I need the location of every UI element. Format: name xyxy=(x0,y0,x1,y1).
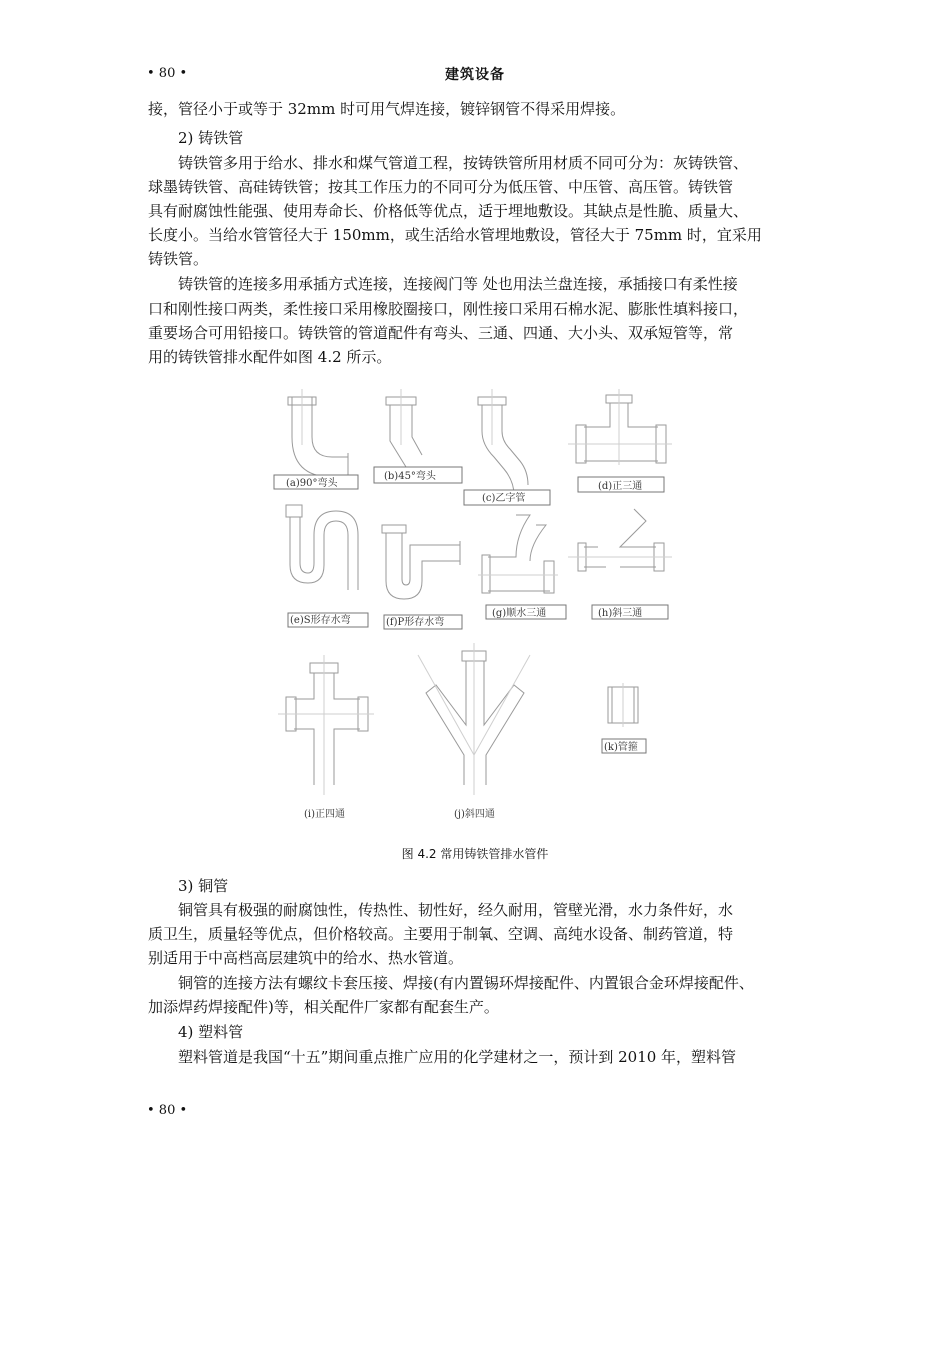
fitting-cross xyxy=(278,655,374,795)
label-d: (d)正三通 xyxy=(598,481,643,492)
paragraph-line: 铸铁管多用于给水、排水和煤气管道工程，按铸铁管所用材质不同可分为：灰铸铁管、 xyxy=(178,154,749,172)
section-heading: 4) 塑料管 xyxy=(178,1023,244,1041)
label-i: (i)正四通 xyxy=(304,809,346,820)
label-f: (f)P形存水弯 xyxy=(386,617,445,628)
label-c: (c)乙字管 xyxy=(482,493,526,504)
fitting-double-wye xyxy=(418,643,530,795)
label-a: (a)90°弯头 xyxy=(286,478,338,489)
header-page-number: • 80 • xyxy=(147,66,188,81)
label-b: (b)45°弯头 xyxy=(384,471,436,482)
label-h: (h)斜三通 xyxy=(598,608,643,619)
footer-page-number: • 80 • xyxy=(147,1103,188,1118)
label-j: (j)斜四通 xyxy=(454,809,495,820)
paragraph-line: 质卫生，质量轻等优点，但价格较高。主要用于制氧、空调、高纯水设备、制药管道，特 xyxy=(148,925,734,943)
paragraph-line: 铸铁管的连接多用承插方式连接，连接阀门等 处也用法兰盘连接，承插接口有柔性接 xyxy=(178,275,738,293)
figure-caption: 图 4.2 常用铸铁管排水管件 xyxy=(401,847,549,861)
fitting-offset xyxy=(478,389,528,495)
paragraph-line: 塑料管道是我国“十五”期间重点推广应用的化学建材之一，预计到 2010 年，塑料管 xyxy=(178,1048,737,1066)
fitting-45-elbow xyxy=(386,389,422,467)
fitting-coupling xyxy=(608,683,638,727)
fitting-tee xyxy=(568,389,672,465)
fitting-90-elbow xyxy=(288,389,348,481)
paragraph-line: 重要场合可用铅接口。铸铁管的管道配件有弯头、三通、四通、大小头、双承短管等，常 xyxy=(148,324,734,342)
paragraph-line: 接，管径小于或等于 32mm 时可用气焊连接，镀锌钢管不得采用焊接。 xyxy=(148,100,626,118)
paragraph-line: 铸铁管。 xyxy=(148,250,209,268)
paragraph-line: 铜管具有极强的耐腐蚀性，传热性、韧性好，经久耐用，管壁光滑，水力条件好，水 xyxy=(178,901,734,919)
fitting-p-trap xyxy=(382,525,460,599)
label-e: (e)S形存水弯 xyxy=(290,615,351,626)
label-g: (g)顺水三通 xyxy=(492,608,547,619)
label-k: (k)管箍 xyxy=(604,742,638,753)
paragraph-line: 别适用于中高档高层建筑中的给水、热水管道。 xyxy=(148,949,464,967)
paragraph-line: 口和刚性接口两类，柔性接口采用橡胶圈接口，刚性接口采用石棉水泥、膨胀性填料接口， xyxy=(148,300,749,318)
running-title: 建筑设备 xyxy=(445,67,505,83)
fitting-wye xyxy=(568,509,672,571)
paragraph-line: 球墨铸铁管、高硅铸铁管；按其工作压力的不同可分为低压管、中压管、高压管。铸铁管 xyxy=(148,178,734,196)
pipe-fittings-figure xyxy=(268,385,688,830)
paragraph-line: 加添焊药焊接配件)等，相关配件厂家都有配套生产。 xyxy=(148,998,499,1016)
paragraph-line: 长度小。当给水管管径大于 150mm，或生活给水管埋地敷设，管径大于 75mm 时，宜采用 xyxy=(148,226,762,244)
paragraph-line: 铜管的连接方法有螺纹卡套压接、焊接(有内置锡环焊接配件、内置银合金环焊接配件、 xyxy=(178,974,754,992)
fitting-s-trap xyxy=(286,505,358,590)
paragraph-line: 用的铸铁管排水配件如图 4.2 所示。 xyxy=(148,348,392,366)
paragraph-line: 具有耐腐蚀性能强、使用寿命长、价格低等优点，适于埋地敷设。其缺点是性脆、质量大、 xyxy=(148,202,749,220)
fitting-sanitary-tee xyxy=(478,515,558,593)
section-heading: 2) 铸铁管 xyxy=(178,129,244,147)
section-heading: 3) 铜管 xyxy=(178,877,229,895)
